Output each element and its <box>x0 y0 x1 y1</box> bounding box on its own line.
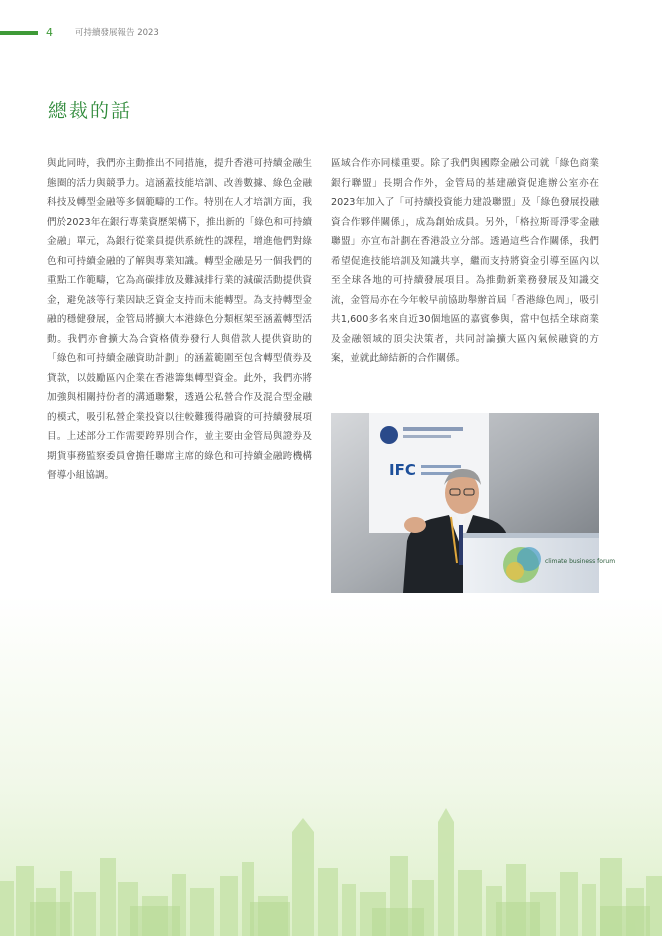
header-accent-bar <box>0 31 38 35</box>
section-title: 總裁的話 <box>48 100 133 122</box>
banner-ifc-text: IFC <box>389 461 416 479</box>
speaker-photo <box>331 413 616 593</box>
page-number: 4 <box>46 26 53 39</box>
city-skyline-graphic <box>0 596 662 936</box>
body-left-column: 與此同時，我們亦主動推出不同措施，提升香港可持續金融生態圈的活力與競爭力。這涵蓋技能培訓、改善數據、綠色金融科技及轉型金融等多個範疇的工作。特別在人才培訓方面，我們於2023年在銀行專業資歷架構下，推出新的「綠色和可持續金融」單元，為銀行從業員提供系統性的課程，增進他們對綠色和可持續金融的了解與專業知識。轉型金融是另一個我們的重點工作範疇，它為高碳排放及難減排行業的減碳活動提供資金，避免該等行業因缺乏資金支持而未能轉型。為支持轉型金融的穩健發展，金管局將擴大本港綠色分類框架至涵蓋轉型活動。我們亦會擴大為合資格債券發行人與借款人提供資助的「綠色和可持續金融資助計劃」的涵蓋範圍至包含轉型債券及貸款，以鼓勵區內企業在香港籌集轉型資金。此外，我們亦將加強與相關持份者的溝通聯繫，透過公私營合作及混合型金融的模式，吸引私營企業投資以往較難獲得融資的可持續發展項目。上述部分工作需要跨界別合作，並主要由金管局與證券及期貨事務監察委員會擔任聯席主席的綠色和可持續金融跨機構督導小組協調。 <box>47 158 312 481</box>
podium-text: climate business forum <box>545 558 616 565</box>
body-right-column: 區域合作亦同樣重要。除了我們與國際金融公司就「綠色商業銀行聯盟」長期合作外，金管局的基建融資促進辦公室亦在2023年加入了「可持續投資能力建設聯盟」及「綠色發展投融資合作夥伴關係」，成為創始成員。另外，「格拉斯哥淨零金融聯盟」亦宣布計劃在香港設立分部。透過這些合作關係，我們希望促進技能培訓及知識共享，繼而支持將資金引導至區內以至全球各地的可持續發展項目。為推動新業務發展及知識交流，金管局亦在今年較早前協助舉辦首屆「香港綠色周」，吸引共1,600多名來自近30個地區的嘉賓參與，當中包括全球商業及金融領域的頂尖決策者，共同討論擴大區內氣候融資的方案，並就此締結新的合作關係。 <box>331 158 599 364</box>
speaker-photo-illustration <box>331 413 616 593</box>
page-header <box>0 26 662 40</box>
report-title: 可持續發展報告 2023 <box>75 28 159 38</box>
